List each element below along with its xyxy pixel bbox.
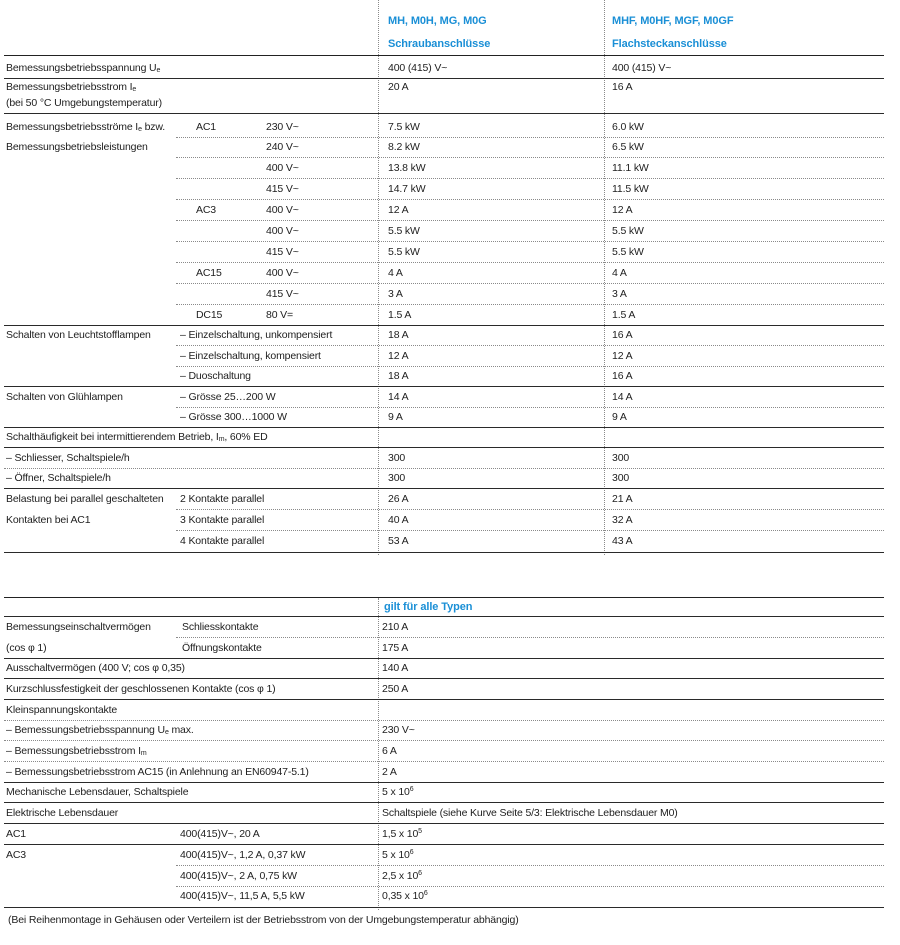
row-label: – Bemessungsbetriebsstrom AC15 (in Anlehnung an EN60947-5.1): [6, 766, 309, 778]
column-divider: [378, 598, 379, 910]
row-divider: [176, 865, 884, 866]
row-divider: [176, 283, 884, 284]
row-divider: [176, 157, 884, 158]
row-divider: [4, 740, 884, 741]
row-label: – Bemessungsbetriebsspannung $U_e$ max.: [6, 724, 194, 736]
value-flat-terminal: 6.5 kW: [612, 141, 644, 153]
row-divider: [4, 78, 884, 79]
header-col-b-line1: MHF, M0HF, MGF, M0GF: [612, 15, 734, 27]
value-flat-terminal: 43 A: [612, 535, 633, 547]
value-screw-terminal: 5.5 kW: [388, 225, 420, 237]
row-divider: [4, 447, 884, 448]
row-voltage: 400 V~: [266, 225, 299, 237]
value-flat-terminal: 16 A: [612, 329, 633, 341]
value-all-types: 210 A: [382, 621, 409, 633]
value-all-types: 230 V~: [382, 724, 415, 736]
row-sublabel: 400(415)V~, 11,5 A, 5,5 kW: [180, 890, 305, 902]
table-header-rule: [4, 616, 884, 617]
row-label: – Bemessungsbetriebsstrom $I_m$: [6, 745, 147, 757]
row-label: Kleinspannungskontakte: [6, 704, 118, 716]
row-divider: [4, 802, 884, 803]
value-all-types: 175 A: [382, 642, 409, 654]
row-label: Ausschaltvermögen (400 V; cos φ 0,35): [6, 662, 185, 674]
row-label: Bemessungsbetriebsleistungen: [6, 141, 148, 153]
header-col-a: gilt für alle Typen: [384, 601, 473, 613]
row-voltage: 80 V=: [266, 309, 293, 321]
row-divider: [176, 178, 884, 179]
row-sublabel: DC15: [196, 309, 223, 321]
row-label: Kurzschlussfestigkeit der geschlossenen Kontakte (cos φ 1): [6, 683, 276, 695]
row-label: Elektrische Lebensdauer: [6, 807, 119, 819]
row-sublabel: – Grösse 300…1000 W: [180, 411, 287, 423]
row-divider: [176, 304, 884, 305]
row-sublabel: – Duoschaltung: [180, 370, 251, 382]
value-flat-terminal: 16 A: [612, 81, 633, 93]
value-screw-terminal: 400 (415) V~: [388, 62, 448, 74]
row-voltage: 400 V~: [266, 204, 299, 216]
value-screw-terminal: 8.2 kW: [388, 141, 420, 153]
row-divider: [4, 427, 884, 428]
value-screw-terminal: 9 A: [388, 411, 403, 423]
row-label: (cos φ 1): [6, 642, 47, 654]
value-screw-terminal: 7.5 kW: [388, 121, 420, 133]
value-flat-terminal: 1.5 A: [612, 309, 636, 321]
row-divider: [176, 407, 884, 408]
column-divider: [604, 0, 605, 555]
value-all-types: 140 A: [382, 662, 409, 674]
value-screw-terminal: 40 A: [388, 514, 409, 526]
row-label: Belastung bei parallel geschalteten: [6, 493, 164, 505]
row-divider: [176, 886, 884, 887]
row-divider: [4, 699, 884, 700]
value-screw-terminal: 5.5 kW: [388, 246, 420, 258]
row-sublabel: 400(415)V~, 2 A, 0,75 kW: [180, 870, 297, 882]
row-label: Schalthäufigkeit bei intermittierendem Betrieb, $I_m$, 60% ED: [6, 431, 268, 443]
row-divider: [4, 678, 884, 679]
row-divider: [4, 468, 884, 469]
value-flat-terminal: 12 A: [612, 204, 633, 216]
row-sublabel: 400(415)V~, 1,2 A, 0,37 kW: [180, 849, 306, 861]
row-sublabel: Schliesskontakte: [182, 621, 259, 633]
row-sublabel: – Einzelschaltung, kompensiert: [180, 350, 321, 362]
header-col-a-line2: Schraubanschlüsse: [388, 38, 491, 50]
row-label: – Schliesser, Schaltspiele/h: [6, 452, 130, 464]
value-screw-terminal: 20 A: [388, 81, 409, 93]
value-flat-terminal: 21 A: [612, 493, 633, 505]
row-sublabel: – Einzelschaltung, unkompensiert: [180, 329, 333, 341]
row-divider: [4, 844, 884, 845]
value-all-types: 1,5 x $10^5$: [382, 828, 422, 840]
row-sublabel: AC1: [196, 121, 216, 133]
row-sublabel: 2 Kontakte parallel: [180, 493, 265, 505]
row-divider: [176, 137, 884, 138]
column-divider: [378, 0, 379, 555]
row-divider: [4, 720, 884, 721]
row-voltage: 415 V~: [266, 288, 299, 300]
row-label: Bemessungsbetriebsstrom $I_e$: [6, 81, 137, 93]
value-screw-terminal: 300: [388, 472, 406, 484]
row-divider: [4, 782, 884, 783]
row-sublabel: 400(415)V~, 20 A: [180, 828, 260, 840]
table-bottom-rule: [4, 552, 884, 553]
value-flat-terminal: 14 A: [612, 391, 633, 403]
row-sublabel: 3 Kontakte parallel: [180, 514, 265, 526]
value-screw-terminal: 26 A: [388, 493, 409, 505]
row-divider: [4, 325, 884, 326]
value-flat-terminal: 300: [612, 452, 630, 464]
value-screw-terminal: 12 A: [388, 204, 409, 216]
row-divider: [176, 637, 884, 638]
row-label: AC3: [6, 849, 26, 861]
value-flat-terminal: 11.1 kW: [612, 162, 649, 174]
value-flat-terminal: 6.0 kW: [612, 121, 644, 133]
value-screw-terminal: 14.7 kW: [388, 183, 426, 195]
row-divider: [4, 488, 884, 489]
row-divider: [176, 530, 884, 531]
value-screw-terminal: 13.8 kW: [388, 162, 426, 174]
table-top-rule: [4, 597, 884, 598]
row-divider: [4, 658, 884, 659]
table-bottom-rule: [4, 907, 884, 908]
footnote: (Bei Reihenmontage in Gehäusen oder Verteilern ist der Betriebsstrom von der Umgebungstemperatur abhängig): [8, 914, 519, 926]
value-screw-terminal: 3 A: [388, 288, 403, 300]
value-flat-terminal: 3 A: [612, 288, 627, 300]
row-sublabel: – Grösse 25…200 W: [180, 391, 276, 403]
row-divider: [176, 199, 884, 200]
value-all-types: Schaltspiele (siehe Kurve Seite 5/3: Elektrische Lebensdauer M0): [382, 807, 678, 819]
row-label: Bemessungsbetriebsspannung $U_e$: [6, 62, 161, 74]
value-all-types: 6 A: [382, 745, 397, 757]
value-flat-terminal: 11.5 kW: [612, 183, 649, 195]
value-screw-terminal: 300: [388, 452, 406, 464]
value-flat-terminal: 5.5 kW: [612, 246, 644, 258]
row-sublabel: 4 Kontakte parallel: [180, 535, 265, 547]
row-divider: [176, 241, 884, 242]
value-screw-terminal: 12 A: [388, 350, 409, 362]
row-label: Schalten von Leuchtstofflampen: [6, 329, 151, 341]
row-voltage: 415 V~: [266, 246, 299, 258]
row-voltage: 240 V~: [266, 141, 299, 153]
row-label: Kontakten bei AC1: [6, 514, 91, 526]
value-flat-terminal: 5.5 kW: [612, 225, 644, 237]
row-divider: [176, 366, 884, 367]
value-flat-terminal: 9 A: [612, 411, 627, 423]
row-divider: [4, 823, 884, 824]
value-screw-terminal: 1.5 A: [388, 309, 412, 321]
header-col-a-line1: MH, M0H, MG, M0G: [388, 15, 487, 27]
row-label: Bemessungsbetriebsströme $I_e$ bzw.: [6, 121, 166, 133]
row-voltage: 400 V~: [266, 162, 299, 174]
row-divider: [4, 113, 884, 114]
row-divider: [4, 761, 884, 762]
row-label: (bei 50 °C Umgebungstemperatur): [6, 97, 162, 109]
table-header-rule: [4, 55, 884, 56]
row-divider: [176, 509, 884, 510]
row-label: Schalten von Glühlampen: [6, 391, 123, 403]
row-divider: [176, 220, 884, 221]
value-screw-terminal: 14 A: [388, 391, 409, 403]
value-all-types: 2 A: [382, 766, 397, 778]
row-sublabel: Öffnungskontakte: [182, 642, 262, 654]
row-label: Bemessungseinschaltvermögen: [6, 621, 151, 633]
header-col-b-line2: Flachsteckanschlüsse: [612, 38, 727, 50]
value-all-types: 5 x $10^6$: [382, 786, 414, 798]
row-label: AC1: [6, 828, 26, 840]
row-voltage: 415 V~: [266, 183, 299, 195]
row-label: Mechanische Lebensdauer, Schaltspiele: [6, 786, 189, 798]
value-all-types: 2,5 x $10^6$: [382, 870, 422, 882]
row-divider: [176, 262, 884, 263]
value-flat-terminal: 12 A: [612, 350, 633, 362]
value-screw-terminal: 18 A: [388, 329, 409, 341]
value-screw-terminal: 53 A: [388, 535, 409, 547]
row-label: – Öffner, Schaltspiele/h: [6, 472, 111, 484]
value-all-types: 5 x $10^6$: [382, 849, 414, 861]
row-divider: [176, 345, 884, 346]
value-flat-terminal: 16 A: [612, 370, 633, 382]
value-screw-terminal: 18 A: [388, 370, 409, 382]
value-flat-terminal: 300: [612, 472, 630, 484]
value-flat-terminal: 400 (415) V~: [612, 62, 672, 74]
row-sublabel: AC15: [196, 267, 222, 279]
value-all-types: 0,35 x $10^6$: [382, 890, 428, 902]
value-all-types: 250 A: [382, 683, 409, 695]
value-screw-terminal: 4 A: [388, 267, 403, 279]
value-flat-terminal: 4 A: [612, 267, 627, 279]
row-voltage: 230 V~: [266, 121, 299, 133]
row-voltage: 400 V~: [266, 267, 299, 279]
row-divider: [4, 386, 884, 387]
value-flat-terminal: 32 A: [612, 514, 633, 526]
row-sublabel: AC3: [196, 204, 216, 216]
